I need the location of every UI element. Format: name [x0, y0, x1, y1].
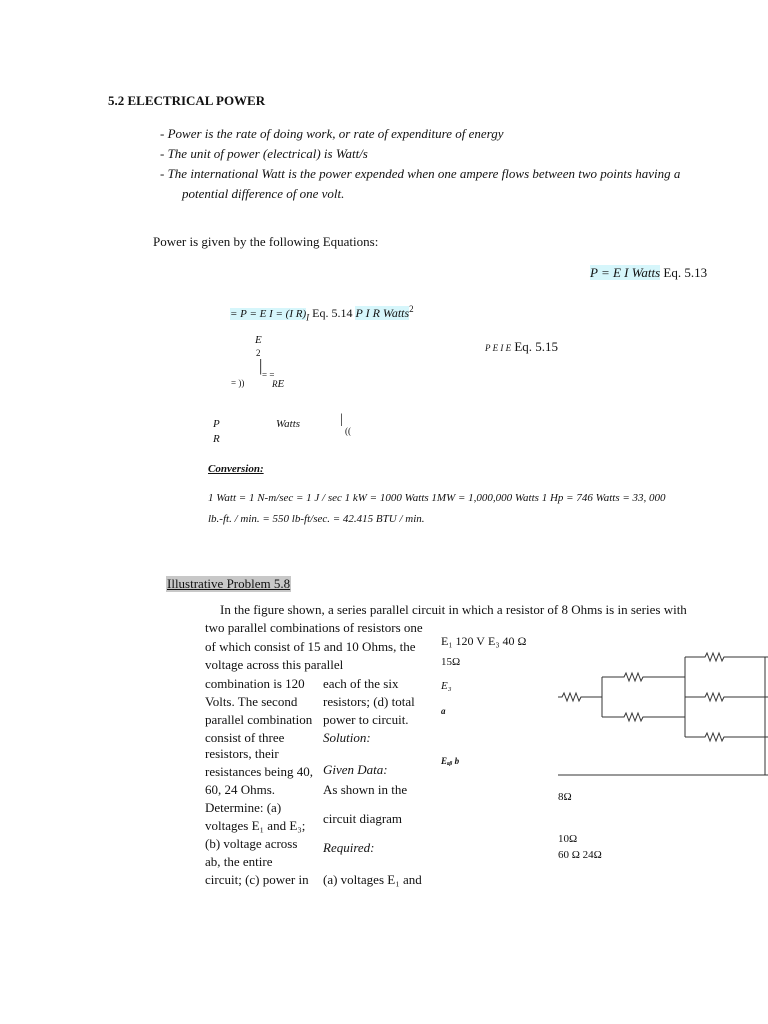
- label-8ohm: 8Ω: [558, 791, 572, 803]
- col1-line-10: Determine: (a): [205, 800, 282, 815]
- col1-line-12: (b) voltage across: [205, 836, 298, 851]
- frag-e: E: [255, 334, 262, 346]
- col1-line-13: ab, the entire: [205, 854, 273, 869]
- col2-required: Required:: [323, 840, 375, 855]
- eq-5-14-sup: 2: [409, 304, 414, 314]
- frag-two: 2: [256, 348, 261, 358]
- col2-line-3: power to circuit.: [323, 712, 409, 727]
- label-e1-120v: E₁ 120 V: [441, 634, 485, 648]
- col1-line-1: of which consist of 15 and 10 Ohms, the: [205, 639, 416, 654]
- col1-line-14: circuit; (c) power in: [205, 872, 309, 887]
- col1-line-8: resistances being 40,: [205, 764, 313, 779]
- conversion-line-1: 1 Watt = 1 N-m/sec = 1 J / sec 1 kW = 1000 Watts 1MW = 1,000,000 Watts 1 Hp = 746 Watts = 33, 000: [208, 492, 666, 504]
- frag-r2: R: [213, 433, 220, 445]
- col2-line-6: As shown in the: [323, 782, 408, 797]
- conversion-line-2: lb.-ft. / min. = 550 lb-ft/sec. = 42.415 BTU / min.: [208, 513, 425, 525]
- eq-5-13: [590, 265, 707, 281]
- problem-first-line: In the figure shown, a series parallel circuit in which a resistor of 8 Ohms is in series with: [220, 602, 687, 617]
- eq-5-14-label: Eq. 5.14: [312, 306, 353, 320]
- frag-watts: Watts: [276, 418, 301, 430]
- eq-5-13-formula: P = E I Watts: [590, 265, 661, 280]
- resistor-40ohm: [685, 653, 768, 661]
- col2-line-7: circuit diagram: [323, 811, 403, 826]
- intro-text: Power is given by the following Equations:: [153, 234, 379, 249]
- resistor-8ohm: [558, 693, 602, 701]
- eq-5-14: [230, 304, 414, 322]
- label-a: a: [441, 706, 446, 716]
- label-10ohm: 10Ω: [558, 833, 578, 845]
- eq-5-13-label: Eq. 5.13: [663, 265, 708, 280]
- label-e3: E₃: [441, 680, 452, 692]
- eq-5-14-prefix: = P = E I = (I R): [230, 308, 307, 320]
- frag-re-e: E: [277, 378, 285, 390]
- frag-bracket: ((: [345, 426, 351, 436]
- resistor-60ohm: [685, 693, 768, 701]
- bullet-3: - The international Watt is the power expended when one ampere flows between two points having a: [160, 166, 681, 181]
- frag-p: P: [213, 418, 220, 430]
- col1-line-4: Volts. The second: [205, 694, 298, 709]
- col2-line-2: resistors; (d) total: [323, 694, 415, 709]
- resistor-24ohm: [685, 733, 768, 741]
- label-15ohm: 15Ω: [441, 656, 461, 668]
- eq-5-15-formula: P E I E: [485, 343, 512, 353]
- frag-bar-eq: = =: [262, 370, 275, 380]
- col2-solution: Solution:: [323, 730, 371, 745]
- eq-5-14-formula2: P I R Watts: [355, 306, 410, 320]
- label-eab-b: Eₐᵦ b: [441, 756, 460, 766]
- label-60-24ohm: 60 Ω 24Ω: [558, 849, 602, 861]
- bullet-1: - Power is the rate of doing work, or rate of expenditure of energy: [160, 126, 504, 141]
- col1-line-5: parallel combination: [205, 712, 313, 727]
- section-title: 5.2 ELECTRICAL POWER: [108, 93, 266, 108]
- col1-line-6: consist of three: [205, 730, 285, 745]
- problem-title: Illustrative Problem 5.8: [167, 576, 291, 591]
- frag-re: [272, 378, 284, 390]
- eq-5-15-label: Eq. 5.15: [514, 339, 559, 354]
- label-e3-40: E₃ 40 Ω: [488, 634, 527, 648]
- col2-given: Given Data:: [323, 762, 388, 777]
- col1-line-11: voltages E₁ and E₃;: [205, 818, 306, 833]
- frag-eq-paren: = )): [231, 378, 245, 388]
- bullet-3-cont: potential difference of one volt.: [182, 186, 345, 201]
- col2-line-1: each of the six: [323, 676, 399, 691]
- problem-second-line: two parallel combinations of resistors one: [205, 620, 423, 635]
- col2-line-9: (a) voltages E₁ and: [323, 872, 422, 887]
- frag-r: R: [272, 379, 278, 389]
- frag-bar2: |: [340, 412, 343, 427]
- conversion-title: Conversion:: [208, 463, 264, 475]
- col1-line-2: voltage across this parallel: [205, 657, 344, 672]
- resistor-15ohm: [602, 673, 685, 681]
- frag-bar: |: [259, 356, 263, 375]
- eq-5-15: [485, 339, 558, 355]
- col1-line-7: resistors, their: [205, 746, 279, 761]
- resistor-10ohm: [602, 713, 685, 721]
- eq-5-14-sub: I: [306, 312, 310, 323]
- bullet-2: - The unit of power (electrical) is Watt/s: [160, 146, 368, 161]
- col1-line-3: combination is 120: [205, 676, 305, 691]
- col1-line-9: 60, 24 Ohms.: [205, 782, 276, 797]
- circuit-diagram: [540, 640, 768, 790]
